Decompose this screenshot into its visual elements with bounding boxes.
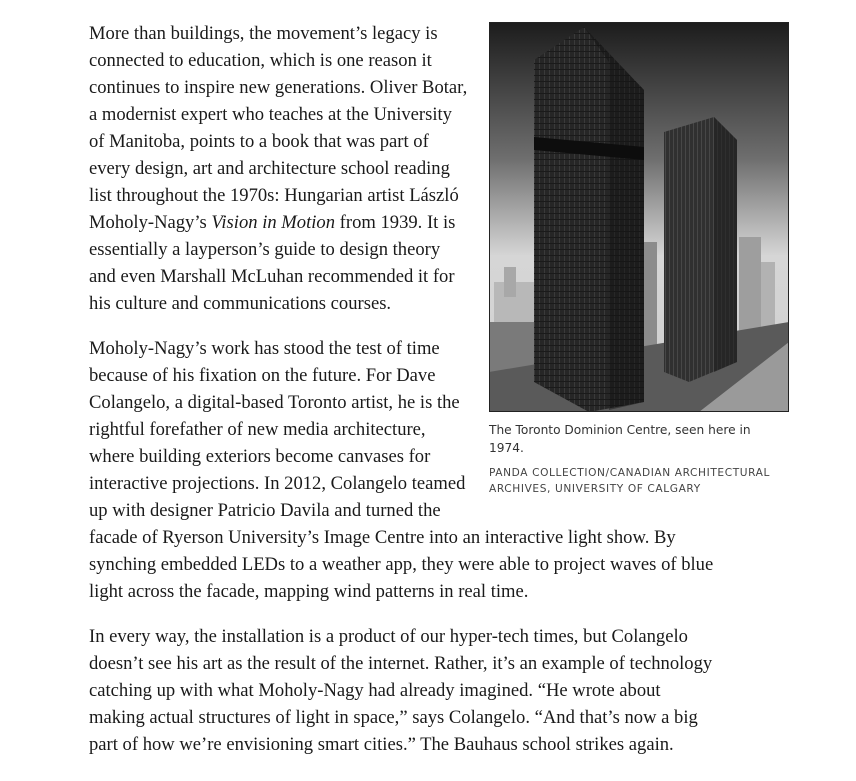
figure-credit: PANDA COLLECTION/CANADIAN ARCHITECTURAL ARCHIVES, UNIVERSITY OF CALGARY (489, 467, 770, 495)
article-figure (489, 22, 789, 497)
figure-caption: The Toronto Dominion Centre, seen here in 1974. (489, 423, 751, 455)
paragraph-1-text: More than buildings, the movement’s legacy is connected to education, which is one reason it continues to inspire new generations. Oliver Botar, a modernist expert who teaches at the University of Manitoba, points to a book that was part of every design, art and architecture school reading list throughout the 1970s: Hungarian artist László Moholy-Nagy’s (89, 23, 468, 233)
toronto-dominion-centre-photo (489, 22, 789, 412)
paragraph-1-text-end: from 1939. It is essentially a layperson’s guide to design theory and even Marshall McLuhan recommended it for his culture and communications courses. (89, 212, 456, 314)
book-title: Vision in Motion (211, 212, 336, 233)
paragraph-3: In every way, the installation is a product of our hyper-tech times, but Colangelo doesn’t see his art as the result of the internet. Rather, it’s an example of technology catching up with what Moholy-Nagy had already imagined. “He wrote about making actual structures of light in space,” says Colangelo. “And that’s now a big part of how we’re envisioning smart cities.” The Bauhaus school strikes again. (89, 626, 713, 755)
paragraph-2: Moholy-Nagy’s work has stood the test of time because of his fixation on the future. For Dave Colangelo, a digital-based Toronto artist, he is the rightful forefather of new media architecture, where building exteriors become canvases for interactive projections. In 2012, Colangelo teamed up with designer Patricio Davila and turned the facade of Ryerson University’s Image Centre into an interactive light show. By synching embedded LEDs to a weather app, they were able to project waves of blue light across the facade, mapping wind patterns in real time. (89, 338, 714, 602)
article-body (89, 20, 770, 776)
